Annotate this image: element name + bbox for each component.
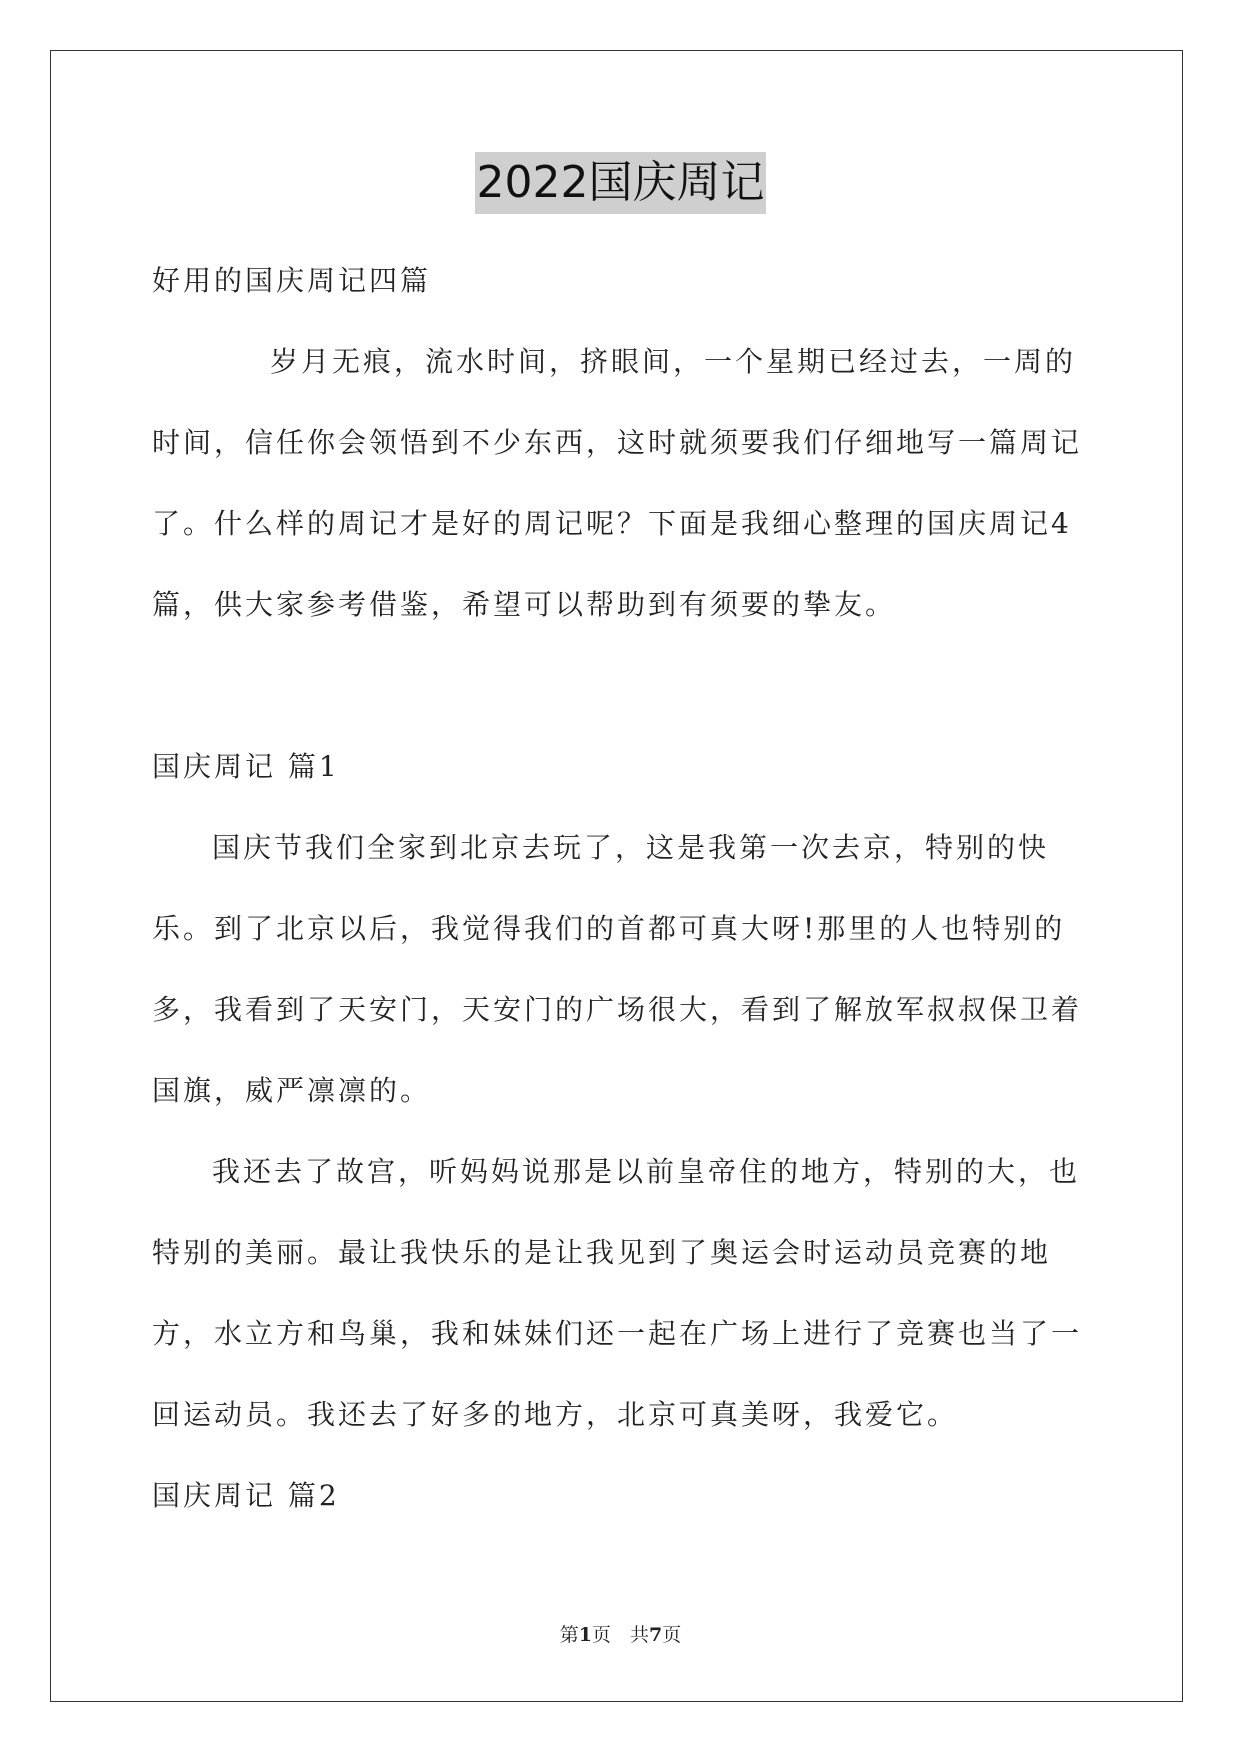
document-title: 2022国庆周记 (475, 152, 767, 214)
footer-current-page: 1 (578, 1624, 592, 1646)
section-heading-2: 国庆周记 篇2 (152, 1479, 340, 1512)
section-heading-1: 国庆周记 篇1 (152, 750, 340, 783)
document-subtitle: 好用的国庆周记四篇 (152, 264, 432, 297)
intro-paragraph: 岁月无痕，流水时间，挤眼间，一个星期已经过去，一周的时间，信任你会领悟到不少东西，这时就须要我们仔细地写一篇周记了。什么样的周记才是好的周记呢？下面是我细心整理的国庆周记4篇，供大家参考借鉴，希望可以帮助到有须要的挚友。 (152, 345, 1083, 621)
document-body (152, 240, 1092, 1536)
footer-prefix: 第 (559, 1624, 579, 1646)
section1-paragraph-1: 国庆节我们全家到北京去玩了，这是我第一次去京，特别的快乐。到了北京以后，我觉得我们的首都可真大呀!那里的人也特别的多，我看到了天安门，天安门的广场很大，看到了解放军叔叔保卫着国旗，威严凛凛的。 (152, 831, 1083, 1107)
section1-paragraph-2: 我还去了故宫，听妈妈说那是以前皇帝住的地方，特别的大，也特别的美丽。最让我快乐的是让我见到了奥运会时运动员竞赛的地方，水立方和鸟巢，我和妹妹们还一起在广场上进行了竞赛也当了一回运动员。我还去了好多的地方，北京可真美呀，我爱它。 (152, 1155, 1083, 1431)
footer-total-pages: 7 (649, 1624, 663, 1646)
title-wrapper (0, 152, 1241, 214)
footer-mid: 页 共 (591, 1624, 649, 1646)
spacer (152, 645, 1092, 726)
page-footer (0, 1620, 1241, 1647)
footer-suffix: 页 (662, 1624, 682, 1646)
